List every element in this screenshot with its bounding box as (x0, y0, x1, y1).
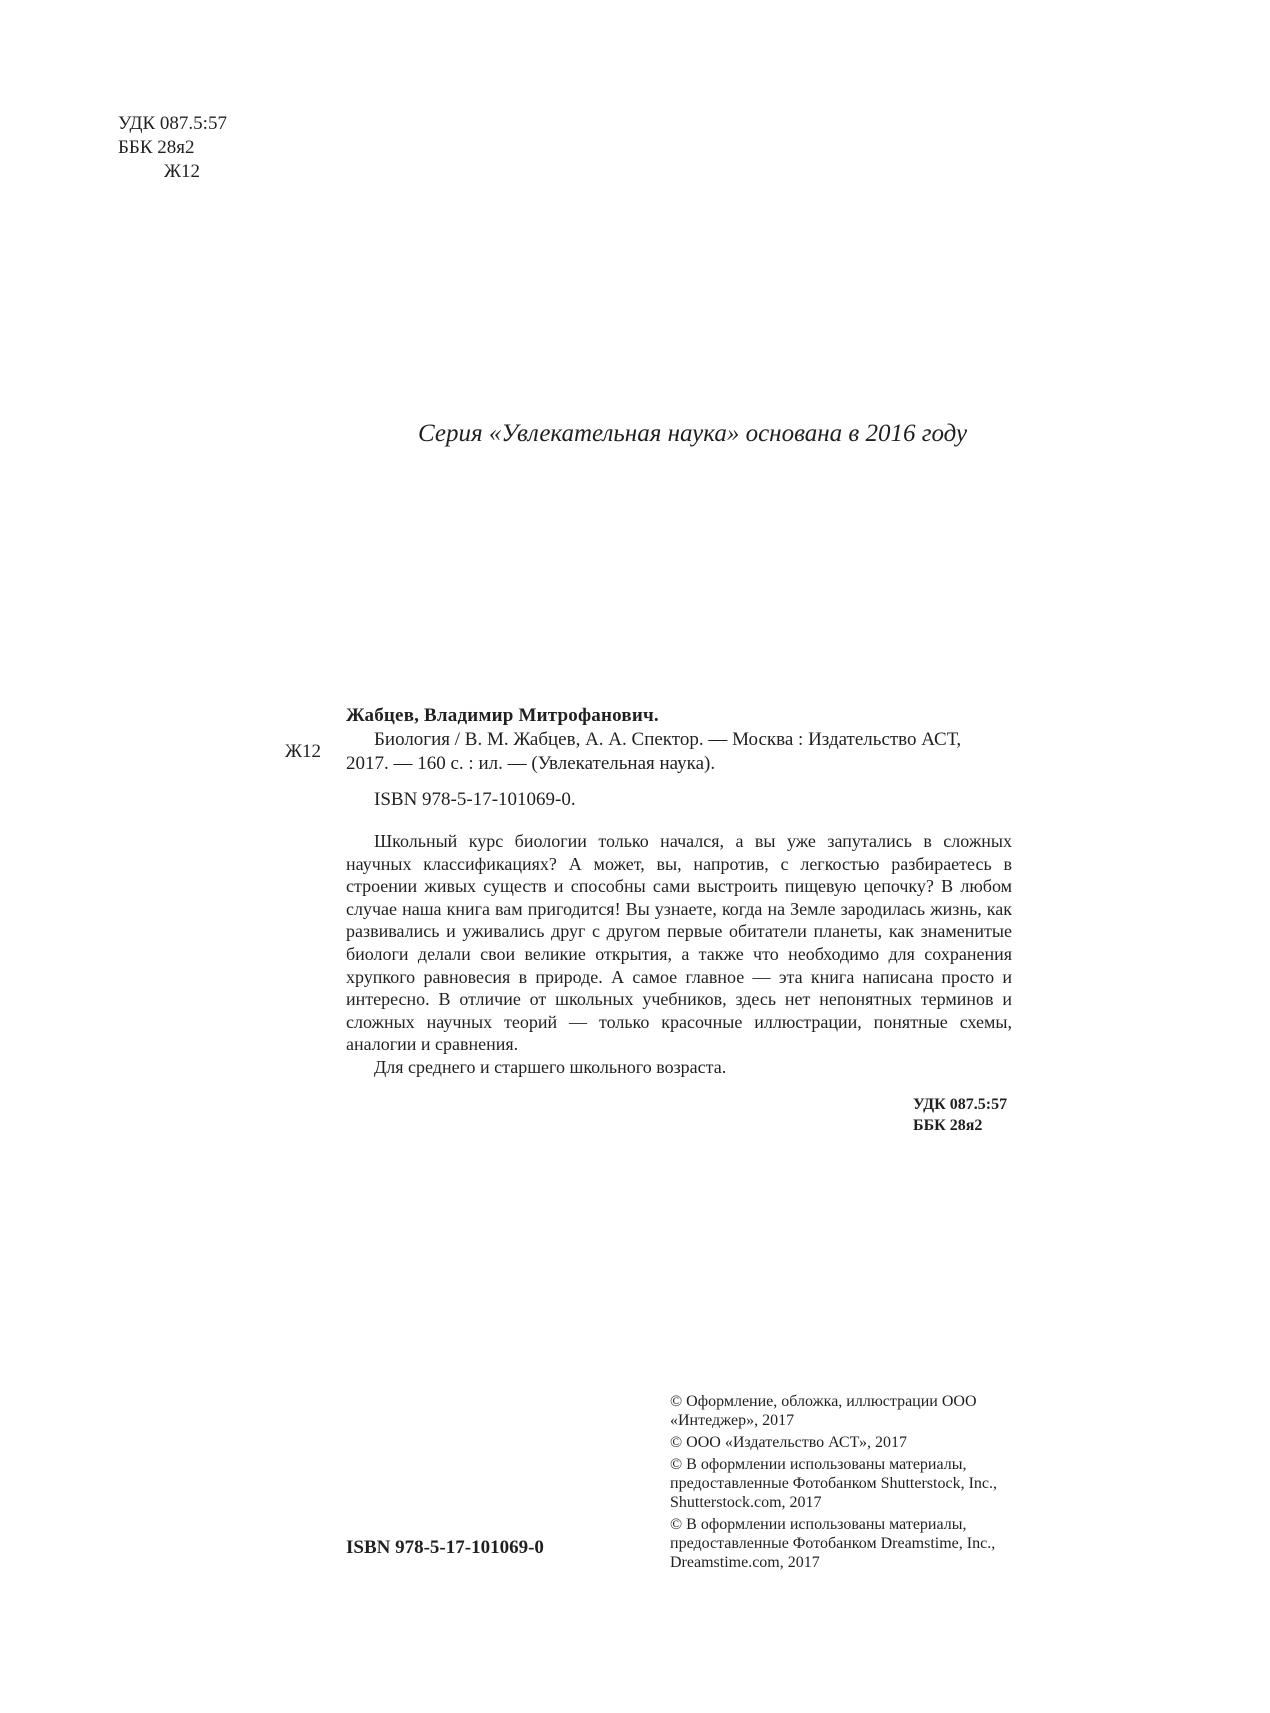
classification-codes-top (118, 112, 227, 184)
title-line-2: 2017. — 160 с. : ил. — (Увлекательная наука). (346, 753, 716, 774)
series-statement: Серия «Увлекательная наука» основана в 2016 году (418, 420, 968, 447)
bbk-code: ББК 28я2 (118, 137, 195, 158)
bbk-code-right: ББК 28я2 (913, 1117, 983, 1134)
copyright-design: © Оформление, обложка, иллюстрации ООО «Интеджер», 2017 (670, 1393, 977, 1429)
bibliographic-record (346, 704, 1012, 1079)
annotation-text: Школьный курс биологии только начался, а вы уже запутались в сложных научных классификациях? А может, вы, напротив, с легкостью разбираетесь в строении живых существ и способны сами выстроить пищевую цепочку? В любом случае наша книга вам пригодится! Вы узнаете, когда на Земле зародилась жизнь, как развивались и уживались друг с другом первые обитатели планеты, как знаменитые биологи делали свои великие открытия, а также что необходимо для сохранения хрупкого равновесия в природе. А самое главное — эта книга написана просто и интересно. В отличие от школьных учебников, здесь нет непонятных терминов и сложных научных теорий — только красочные иллюстрации, понятные схемы, аналогии и сравнения. (346, 831, 1012, 1055)
author-mark: Ж12 (164, 161, 201, 182)
author-mark-biblio: Ж12 (285, 741, 322, 762)
isbn-bottom: ISBN 978-5-17-101069-0 (346, 1537, 544, 1558)
copyright-dreamstime: © В оформлении использованы материалы, предоставленные Фотобанком Dreamstime, Inc., Dreamstime.com, 2017 (670, 1516, 996, 1571)
udk-code: УДК 087.5:57 (118, 113, 227, 134)
isbn-record: ISBN 978-5-17-101069-0. (374, 789, 576, 810)
audience-text: Для среднего и старшего школьного возраста. (374, 1056, 727, 1077)
copyright-block (670, 1392, 1030, 1575)
copyright-publisher: © ООО «Издательство АСТ», 2017 (670, 1434, 907, 1451)
copyright-shutterstock: © В оформлении использованы материалы, предоставленные Фотобанком Shutterstock, Inc., Shutterstock.com, 2017 (670, 1456, 998, 1511)
classification-codes-right (913, 1094, 1007, 1136)
udk-code-right: УДК 087.5:57 (913, 1096, 1008, 1113)
author-heading: Жабцев, Владимир Митрофанович. (346, 705, 659, 726)
title-line-1: Биология / В. М. Жабцев, А. А. Спектор. — Москва : Издательство АСТ, (374, 729, 962, 750)
